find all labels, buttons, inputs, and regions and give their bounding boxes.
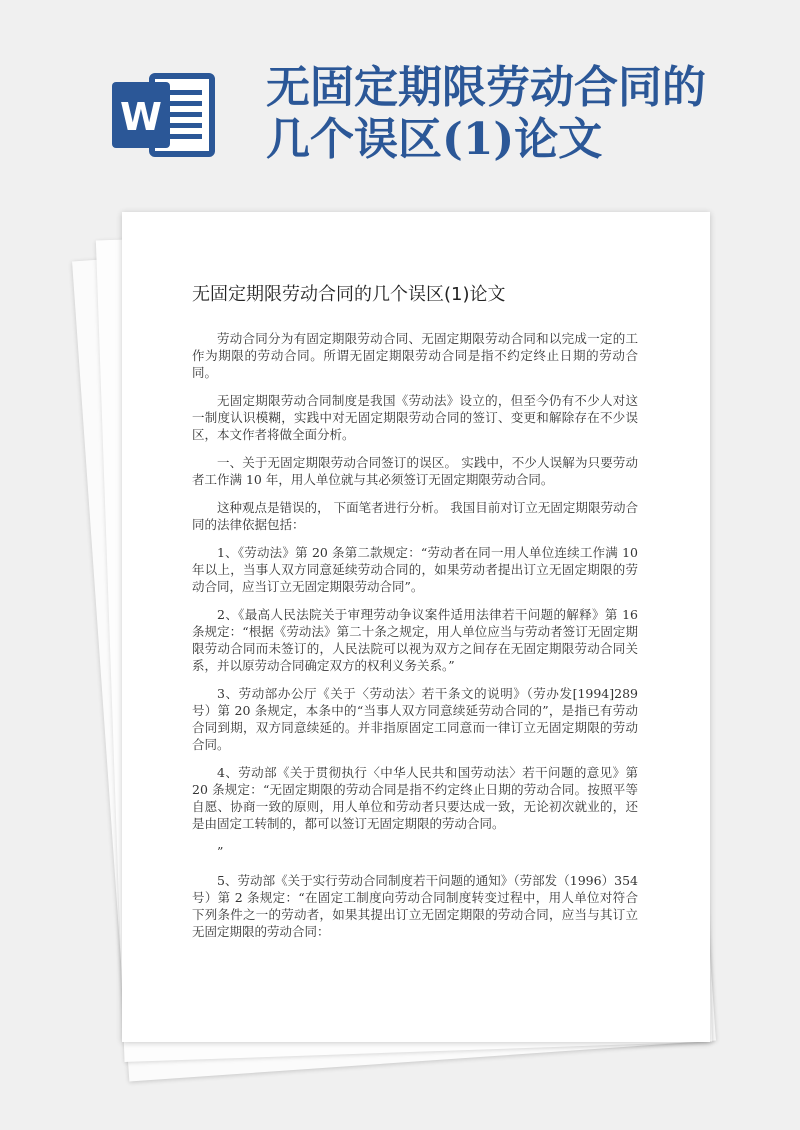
- page-title-line1: 无固定期限劳动合同的: [266, 62, 706, 113]
- paragraph: 一、关于无固定期限劳动合同签订的误区。 实践中，不少人误解为只要劳动者工作满 10 年，用人单位就与其必须签订无固定期限劳动合同。: [192, 455, 638, 487]
- document-page: [122, 212, 710, 1042]
- paragraph: 2、《最高人民法院关于审理劳动争议案件适用法律若干问题的解释》第 16 条规定：“根据《劳动法》第二十条之规定，用人单位应当与劳动者签订无固定期限劳动合同而未签订的，人民法院可以视为双方之间存在无固定期限劳动合同关系，并以原劳动合同确定双方的权利义务关系。”: [192, 607, 638, 673]
- document-body: [192, 330, 638, 951]
- page-title-line2: 几个误区(1)论文: [266, 114, 603, 165]
- paragraph: 无固定期限劳动合同制度是我国《劳动法》设立的，但至今仍有不少人对这一制度认识模糊，实践中对无固定期限劳动合同的签订、变更和解除存在不少误区，本文作者将做全面分析。: [192, 393, 638, 442]
- paragraph: ”: [217, 844, 224, 859]
- word-logo-letter: W: [120, 95, 162, 139]
- paragraph: 1、《劳动法》第 20 条第二款规定：“劳动者在同一用人单位连续工作满 10 年以上，当事人双方同意延续劳动合同的，如果劳动者提出订立无固定期限的劳动合同，应当订立无固定期限劳动合同”。: [192, 545, 638, 594]
- paragraph: 3、劳动部办公厅《关于〈劳动法〉若干条文的说明》（劳办发[1994]289 号）第 20 条规定，本条中的“当事人双方同意续延劳动合同的”，是指已有劳动合同到期，双方同意续延的。并非指原固定工同意而一律订立无固定期限的劳动合同。: [192, 686, 638, 752]
- page-title: [266, 62, 786, 166]
- paragraph: 5、劳动部《关于实行劳动合同制度若干问题的通知》（劳部发（1996）354 号）第 2 条规定：“在固定工制度向劳动合同制度转变过程中，用人单位对符合下列条件之一的劳动者，如果其提出订立无固定期限的劳动合同，应当与其订立无固定期限的劳动合同：: [192, 873, 638, 939]
- word-document-icon: [112, 72, 216, 158]
- document-title: 无固定期限劳动合同的几个误区(1)论文: [192, 284, 506, 305]
- paragraph: 这种观点是错误的， 下面笔者进行分析。 我国目前对订立无固定期限劳动合同的法律依据包括：: [192, 500, 638, 532]
- paragraph: 4、劳动部《关于贯彻执行〈中华人民共和国劳动法〉若干问题的意见》第 20 条规定：“无固定期限的劳动合同是指不约定终止日期的劳动合同。按照平等自愿、协商一致的原则，用人单位和劳动者只要达成一致，无论初次就业的，还是由固定工转制的，都可以签订无固定期限的劳动合同。: [192, 765, 638, 831]
- paragraph: 劳动合同分为有固定期限劳动合同、无固定期限劳动合同和以完成一定的工作为期限的劳动合同。所谓无固定期限劳动合同是指不约定终止日期的劳动合同。: [192, 331, 638, 380]
